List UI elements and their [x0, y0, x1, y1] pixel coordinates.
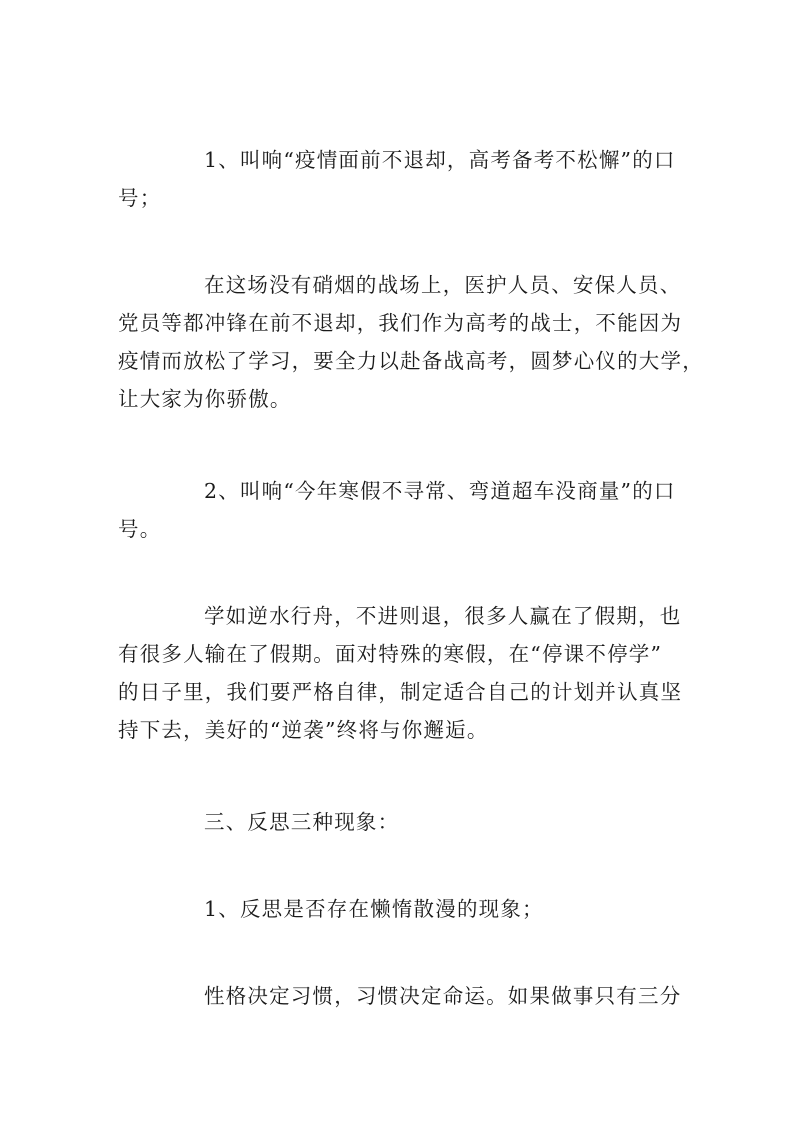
text-line: 疫情而放松了学习，要全力以赴备战高考，圆梦心仪的大学，	[118, 349, 704, 373]
text-line: 让大家为你骄傲。	[118, 387, 292, 411]
text-line: 性格决定习惯，习惯决定命运。如果做事只有三分	[204, 984, 682, 1008]
paragraph-slogan-1	[118, 141, 678, 217]
paragraph-slogan-2	[118, 472, 678, 548]
text-line: 党员等都冲锋在前不退却，我们作为高考的战士，不能因为	[118, 311, 683, 335]
text-line: 的日子里，我们要严格自律，制定适合自己的计划并认真坚	[118, 680, 683, 704]
text-line: 1、反思是否存在懒惰散漫的现象；	[204, 897, 544, 921]
heading-text: 三、反思三种现象：	[204, 810, 400, 834]
text-line: 2、叫响“今年寒假不寻常、弯道超车没商量”的口	[204, 479, 676, 503]
text-line: 有很多人输在了假期。面对特殊的寒假，在“停课不停学”	[118, 642, 663, 666]
paragraph-character	[118, 977, 682, 1015]
text-line: 在这场没有硝烟的战场上，医护人员、安保人员、	[204, 273, 682, 297]
paragraph-study	[118, 597, 683, 749]
text-line: 号；	[118, 186, 162, 210]
text-line: 号。	[118, 517, 162, 541]
text-line: 学如逆水行舟，不进则退，很多人赢在了假期，也	[204, 604, 682, 628]
paragraph-battlefield	[118, 266, 704, 418]
section-heading-three-phenomena	[118, 803, 678, 841]
text-line: 持下去，美好的“逆袭”终将与你邂逅。	[118, 718, 489, 742]
paragraph-reflect-1	[118, 890, 678, 928]
text-line: 1、叫响“疫情面前不退却，高考备考不松懈”的口	[204, 148, 676, 172]
